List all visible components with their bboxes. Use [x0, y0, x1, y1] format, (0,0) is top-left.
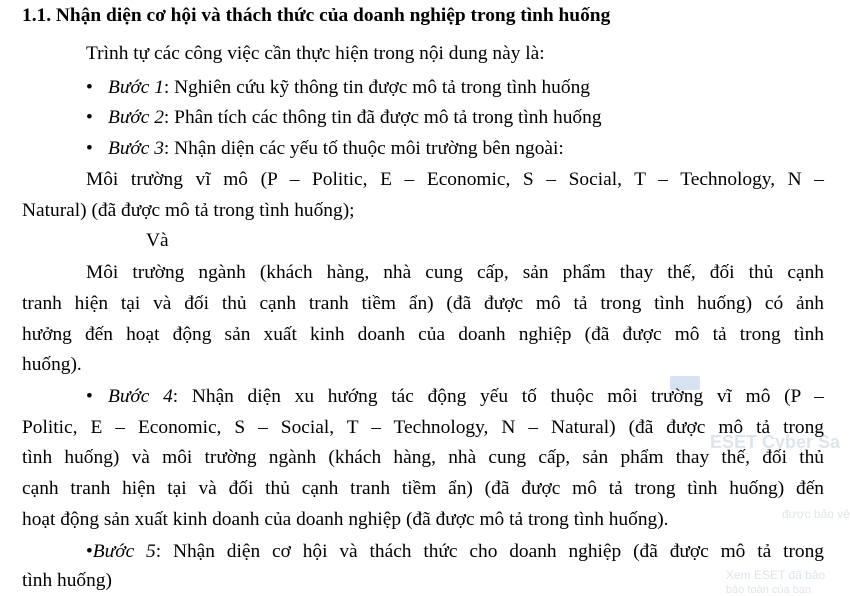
bullet-icon: •: [86, 77, 93, 98]
popup-title: ESET Cyber Sa: [710, 432, 841, 452]
step-4-text: : Nhận diện xu hướng tác động yếu tố thuộc môi trường vĩ mô (P –: [172, 386, 825, 407]
step-3-label: Bước 3: [108, 138, 164, 159]
intro-text: Trình tự các công việc cần thực hiện trong nội dung này là:: [86, 43, 545, 64]
bullet-icon: •: [86, 138, 93, 159]
industry-env-line-3: hưởng đến hoạt động sản xuất kinh doanh của doanh nghiệp (đã được mô tả trong tình: [22, 324, 824, 345]
industry-env-line-1: Môi trường ngành (khách hàng, nhà cung cấp, sản phẩm thay thế, đối thủ cạnh: [86, 262, 824, 283]
macro-env-line-2: Natural) (đã được mô tả trong tình huống);: [22, 200, 355, 221]
section-heading: 1.1. Nhận diện cơ hội và thách thức của doanh nghiệp trong tình huống: [22, 5, 611, 26]
step-4-line-1: [86, 385, 824, 409]
and-word: Và: [146, 230, 169, 251]
bullet-icon: •: [86, 386, 93, 407]
industry-env-line-2: tranh hiện tại và đối thủ cạnh tranh tiềm ẩn) (đã được mô tả trong tình huống) có ảnh: [22, 293, 824, 314]
step-5-text: : Nhận diện cơ hội và thách thức cho doanh nghiệp (đã được mô tả trong: [155, 541, 824, 562]
popup-subtitle: được bảo vệ: [782, 507, 850, 521]
step-4-line-4: cạnh tranh hiện tại và đối thủ cạnh tranh tiềm ẩn) (đã được mô tả trong tình huống) đến: [22, 478, 824, 499]
macro-env-line-1: Môi trường vĩ mô (P – Politic, E – Economic, S – Social, T – Technology, N –: [86, 169, 824, 190]
step-1-item: [86, 76, 590, 100]
step-4-line-3: tình huống) và môi trường ngành (khách hàng, nhà cung cấp, sản phẩm thay thế, đối thủ: [22, 447, 824, 468]
bullet-icon: •: [86, 541, 93, 562]
popup-link[interactable]: Xem ESET đã bảo: [726, 568, 826, 582]
popup-link-2[interactable]: bảo toàn của bạn: [726, 584, 812, 596]
step-3-item: [86, 137, 564, 161]
step-4-label: Bước 4: [108, 386, 173, 407]
step-3-text: : Nhận diện các yếu tố thuộc môi trường bên ngoài:: [163, 138, 564, 159]
step-5-line-2: tình huống): [22, 570, 112, 591]
step-1-label: Bước 1: [108, 77, 164, 98]
step-2-item: [86, 106, 602, 130]
step-5-label: Bước 5: [92, 541, 156, 562]
step-4-line-5: hoạt động sản xuất kinh doanh của doanh nghiệp (đã được mô tả trong tình huống).: [22, 509, 669, 530]
industry-env-line-4: huống).: [22, 354, 82, 375]
bullet-icon: •: [86, 107, 93, 128]
step-4-line-2: Politic, E – Economic, S – Social, T – Technology, N – Natural) (đã được mô tả trong: [22, 417, 824, 438]
step-2-label: Bước 2: [108, 107, 164, 128]
step-1-text: : Nghiên cứu kỹ thông tin được mô tả trong tình huống: [163, 77, 590, 98]
step-2-text: : Phân tích các thông tin đã được mô tả trong tình huống: [163, 107, 602, 128]
step-5-line-1: [86, 540, 824, 564]
